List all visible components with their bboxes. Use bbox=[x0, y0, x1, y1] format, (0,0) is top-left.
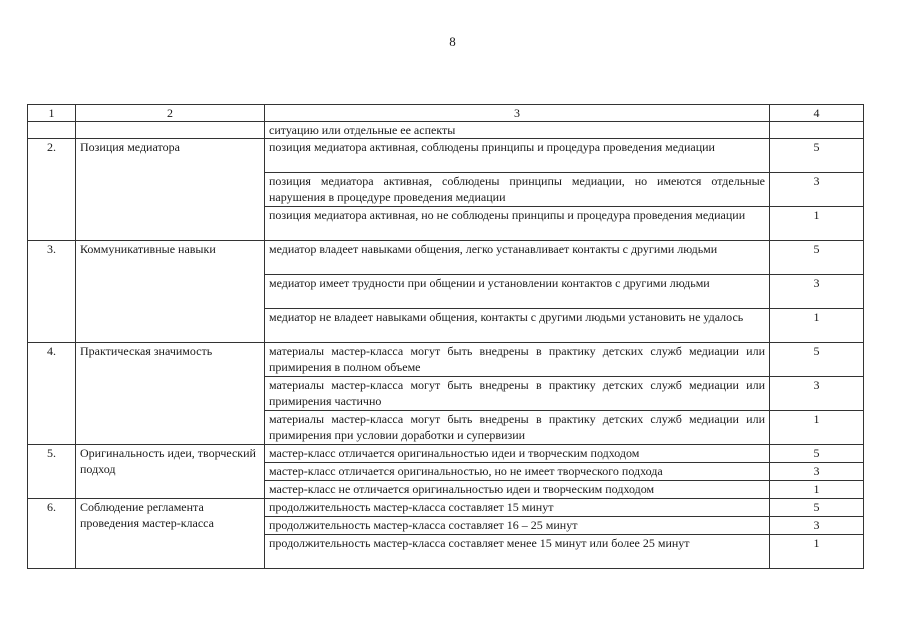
criterion-name: Практическая значимость bbox=[76, 343, 265, 445]
level-description: продолжительность мастер-класса составляет 15 минут bbox=[265, 499, 770, 517]
criterion-number: 2. bbox=[28, 139, 76, 241]
level-description: медиатор имеет трудности при общении и установлении контактов с другими людьми bbox=[265, 275, 770, 309]
criterion-number: 4. bbox=[28, 343, 76, 445]
column-number-row bbox=[28, 105, 864, 122]
criterion-name: Оригинальность идеи, творческий подход bbox=[76, 445, 265, 499]
column-number-4: 4 bbox=[770, 105, 864, 122]
criteria-row bbox=[28, 343, 864, 377]
continuation-description: ситуацию или отдельные ее аспекты bbox=[265, 122, 770, 139]
level-description: продолжительность мастер-класса составляет менее 15 минут или более 25 минут bbox=[265, 535, 770, 569]
level-description: медиатор владеет навыками общения, легко устанавливает контакты с другими людьми bbox=[265, 241, 770, 275]
continuation-row bbox=[28, 122, 864, 139]
level-description: мастер-класс не отличается оригинальностью идеи и творческим подходом bbox=[265, 481, 770, 499]
column-number-1: 1 bbox=[28, 105, 76, 122]
score-value: 5 bbox=[770, 445, 864, 463]
level-description: продолжительность мастер-класса составляет 16 – 25 минут bbox=[265, 517, 770, 535]
score-value: 5 bbox=[770, 499, 864, 517]
criterion-number: 6. bbox=[28, 499, 76, 569]
criterion-name: Позиция медиатора bbox=[76, 139, 265, 241]
criteria-row bbox=[28, 241, 864, 275]
continuation-num-cell bbox=[28, 122, 76, 139]
criterion-name: Коммуникативные навыки bbox=[76, 241, 265, 343]
score-value: 5 bbox=[770, 139, 864, 173]
level-description: мастер-класс отличается оригинальностью, но не имеет творческого подхода bbox=[265, 463, 770, 481]
score-value: 1 bbox=[770, 309, 864, 343]
criterion-name: Соблюдение регламента проведения мастер-класса bbox=[76, 499, 265, 569]
level-description: позиция медиатора активная, но не соблюдены принципы и процедура проведения медиации bbox=[265, 207, 770, 241]
column-number-3: 3 bbox=[265, 105, 770, 122]
score-value: 1 bbox=[770, 481, 864, 499]
column-number-2: 2 bbox=[76, 105, 265, 122]
criteria-row bbox=[28, 499, 864, 517]
score-value: 3 bbox=[770, 173, 864, 207]
level-description: медиатор не владеет навыками общения, контакты с другими людьми установить не удалось bbox=[265, 309, 770, 343]
score-value: 5 bbox=[770, 241, 864, 275]
level-description: материалы мастер-класса могут быть внедрены в практику детских служб медиации или примирения в полном объеме bbox=[265, 343, 770, 377]
criterion-number: 3. bbox=[28, 241, 76, 343]
level-description: позиция медиатора активная, соблюдены принципы и процедура проведения медиации bbox=[265, 139, 770, 173]
score-value: 3 bbox=[770, 275, 864, 309]
level-description: мастер-класс отличается оригинальностью идеи и творческим подходом bbox=[265, 445, 770, 463]
continuation-score-cell bbox=[770, 122, 864, 139]
level-description: позиция медиатора активная, соблюдены принципы медиации, но имеются отдельные нарушения в процедуре проведения медиации bbox=[265, 173, 770, 207]
score-value: 3 bbox=[770, 377, 864, 411]
score-value: 1 bbox=[770, 535, 864, 569]
score-value: 5 bbox=[770, 343, 864, 377]
evaluation-criteria-table bbox=[27, 104, 864, 569]
score-value: 1 bbox=[770, 411, 864, 445]
level-description: материалы мастер-класса могут быть внедрены в практику детских служб медиации или примирения при условии доработки и супервизии bbox=[265, 411, 770, 445]
level-description: материалы мастер-класса могут быть внедрены в практику детских служб медиации или примирения частично bbox=[265, 377, 770, 411]
criteria-row bbox=[28, 445, 864, 463]
criterion-number: 5. bbox=[28, 445, 76, 499]
criteria-row bbox=[28, 139, 864, 173]
page-number: 8 bbox=[449, 34, 456, 49]
score-value: 1 bbox=[770, 207, 864, 241]
score-value: 3 bbox=[770, 517, 864, 535]
score-value: 3 bbox=[770, 463, 864, 481]
continuation-criterion-cell bbox=[76, 122, 265, 139]
